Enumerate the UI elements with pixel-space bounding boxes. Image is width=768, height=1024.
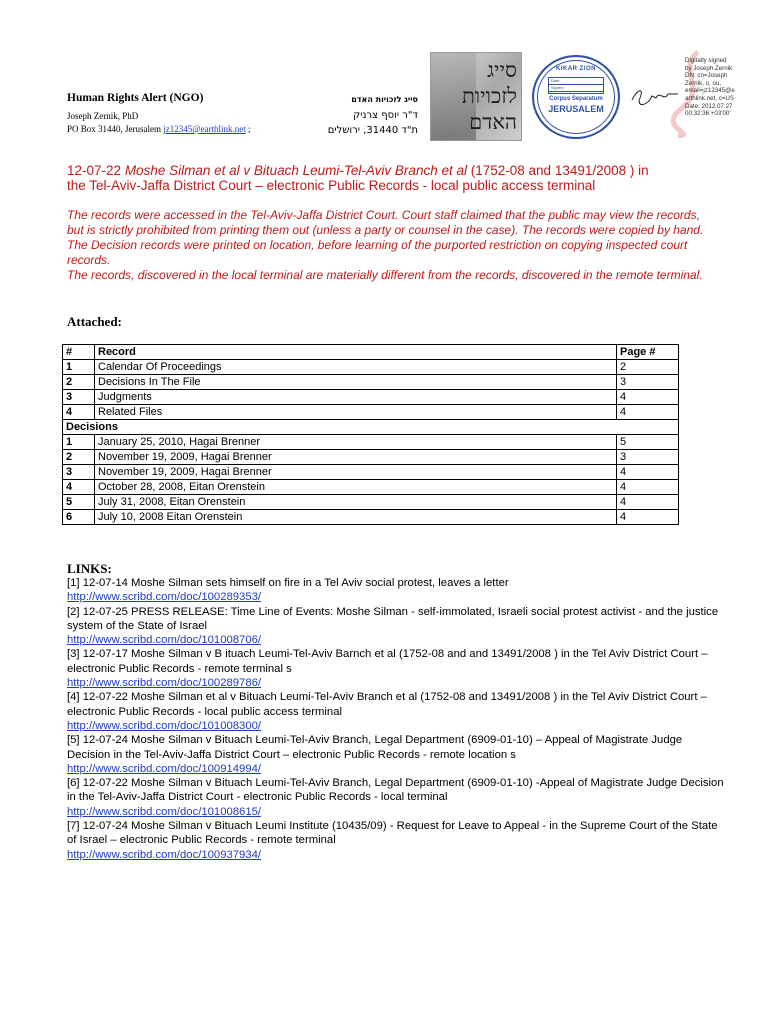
row-number: 1 [63,360,95,375]
org-person: Joseph Zernik, PhD [67,111,139,121]
table-row [63,465,679,480]
links-heading: LINKS: [67,561,112,576]
signature-line: Zernik, o, ou, [685,79,722,87]
signature-line: arthlink.net, c=US [685,94,735,102]
signature-line: Date: 2012.07.27 [685,102,733,110]
row-record: January 25, 2010, Hagai Brenner [95,435,617,450]
row-record: July 31, 2008, Eitan Orenstein [95,495,617,510]
row-record: Related Files [95,405,617,420]
jerusalem-stamp-seal [532,55,620,139]
digital-signature-block [685,57,765,118]
link-description: [5] 12-07-24 Moshe Silman v Bituach Leumi-Tel-Aviv Branch, Legal Department (6909-01-10) – Appeal of Magistrate Judge Decision in the Tel-Aviv-Jaffa District Court – electronic Public Records - remote location s [67,734,683,761]
link-url[interactable]: http://www.scribd.com/doc/100937934/ [67,848,262,861]
hebrew-address: ת"ד 31440, ירושלים [327,125,418,136]
link-url[interactable]: http://www.scribd.com/doc/101008300/ [67,719,262,732]
row-record: October 28, 2008, Eitan Orenstein [95,480,617,495]
link-url[interactable]: http://www.scribd.com/doc/101008615/ [67,805,262,818]
table-row [63,375,679,390]
access-note [67,208,717,283]
link-url[interactable]: http://www.scribd.com/doc/100914994/ [67,762,262,775]
table-row [63,405,679,420]
table-header-row [63,345,679,360]
link-url[interactable]: http://www.scribd.com/doc/100289353/ [67,591,262,604]
link-description: [3] 12-07-17 Moshe Silman v B ituach Leumi-Tel-Aviv Barnch et al (1752-08 and and 13491/2008 ) in the Tel Aviv District Court – electronic Public Records - remote terminal s [67,648,708,675]
logo-hebrew-text: סייג לזכויות האדם [461,58,517,134]
signature-line: email=jz12345@e [685,87,735,95]
link-description: [2] 12-07-25 PRESS RELEASE: Time Line of Events: Moshe Silman - self-immolated, Israeli social protest activist - and the justice system of the State of Israel [67,605,719,632]
link-description: [4] 12-07-22 Moshe Silman et al v Bituach Leumi-Tel-Aviv Branch et al (1752-08 and 13491/2008 ) in the Tel Aviv District Court – electronic Public Records - local public access terminal [67,691,707,718]
link-description: [6] 12-07-22 Moshe Silman v Bituach Leumi-Tel-Aviv Branch, Legal Department (6909-01-10) -Appeal of Magistrate Judge Decision in the Tel-Aviv-Jaffa District Court - electronic Public Records - local terminal [67,777,724,804]
stamp-date-field: Date [549,78,603,85]
header-cell-record: Record [95,345,617,360]
org-address-line [67,123,297,136]
row-page: 3 [617,375,679,390]
title-date: 12-07-22 [67,163,122,178]
row-page: 4 [617,390,679,405]
link-url[interactable]: http://www.scribd.com/doc/100289786/ [67,677,262,690]
signature-line: Digitally signed [685,57,727,64]
stamp-signed-field: Signed [549,85,603,92]
row-page: 3 [617,450,679,465]
title-case-name: Moshe Silman et al v Bituach Leumi-Tel-Aviv Branch et al [124,163,467,178]
row-page: 2 [617,360,679,375]
org-email-suffix: ; [248,124,251,134]
note-paragraph-1: The records were accessed in the Tel-Aviv-Jaffa District Court. Court staff claimed that the public may view the records, but is strictly prohibited from printing them out (unless a party or counsel in the case). The records were copied by hand. The Decision records were printed on location, before learning of the purported restriction on copying inspected court records. [67,208,704,267]
document-title [67,163,707,193]
signature-line: DN: cn=Joseph [685,72,728,80]
row-page: 4 [617,510,679,525]
attached-heading: Attached: [67,314,122,329]
table-row [63,495,679,510]
table-row [63,390,679,405]
row-number: 3 [63,465,95,480]
table-row [63,450,679,465]
title-line2: the Tel-Aviv-Jaffa District Court – electronic Public Records - local public access terminal [67,178,596,193]
table-row [63,480,679,495]
row-record: Judgments [95,390,617,405]
section-label-decisions: Decisions [63,420,679,435]
row-record: July 10, 2008 Eitan Orenstein [95,510,617,525]
note-paragraph-2: The records, discovered in the local terminal are materially different from the records, discovered in the remote terminal. [67,268,703,282]
row-record: Calendar Of Proceedings [95,360,617,375]
link-url[interactable]: http://www.scribd.com/doc/101008706/ [67,634,262,647]
stamp-corpus-text: Corpus Separatum [549,96,603,102]
row-number: 5 [63,495,95,510]
org-address: PO Box 31440, Jerusalem [67,124,161,134]
row-page: 4 [617,480,679,495]
signature-line: by Joseph Zernik [685,64,733,72]
signature-line: 00:32:36 +03'00' [685,110,731,118]
records-table [62,344,679,525]
row-number: 6 [63,510,95,525]
row-record: Decisions In The File [95,375,617,390]
row-record: November 19, 2009, Hagai Brenner [95,450,617,465]
row-number: 3 [63,390,95,405]
header-cell-number: # [63,345,95,360]
row-number: 4 [63,405,95,420]
header-cell-page: Page # [617,345,679,360]
row-page: 5 [617,435,679,450]
row-number: 2 [63,450,95,465]
org-email-link[interactable]: jz12345@earthlink.net [163,124,246,134]
row-number: 1 [63,435,95,450]
links-list [67,576,727,862]
table-row [63,435,679,450]
row-page: 4 [617,405,679,420]
org-header-left [67,91,297,136]
title-case-numbers: (1752-08 and 13491/2008 ) in [470,163,649,178]
row-number: 2 [63,375,95,390]
row-number: 4 [63,480,95,495]
row-page: 4 [617,465,679,480]
table-row [63,510,679,525]
stamp-top-text: KIKAR ZION [556,66,596,72]
link-description: [7] 12-07-24 Moshe Silman v Bituach Leumi Institute (10435/09) - Request for Leave to Appeal - in the Supreme Court of the State of Israel – electronic Public Records - remote terminal [67,820,718,847]
hebrew-org-name: סייג לזכויות האדם [351,95,418,104]
row-page: 4 [617,495,679,510]
handwritten-signature-icon [630,82,680,110]
stamp-fields [548,77,604,94]
table-section-row [63,420,679,435]
org-name: Human Rights Alert (NGO) [67,92,204,104]
table-row [63,360,679,375]
org-header-hebrew [318,94,418,138]
hebrew-person: ד"ר יוסף צרניק [353,110,418,121]
stamp-city-text: JERUSALEM [548,104,604,114]
org-logo-image [430,52,522,141]
link-description: [1] 12-07-14 Moshe Silman sets himself on fire in a Tel Aviv social protest, leaves a letter [67,577,509,589]
row-record: November 19, 2009, Hagai Brenner [95,465,617,480]
